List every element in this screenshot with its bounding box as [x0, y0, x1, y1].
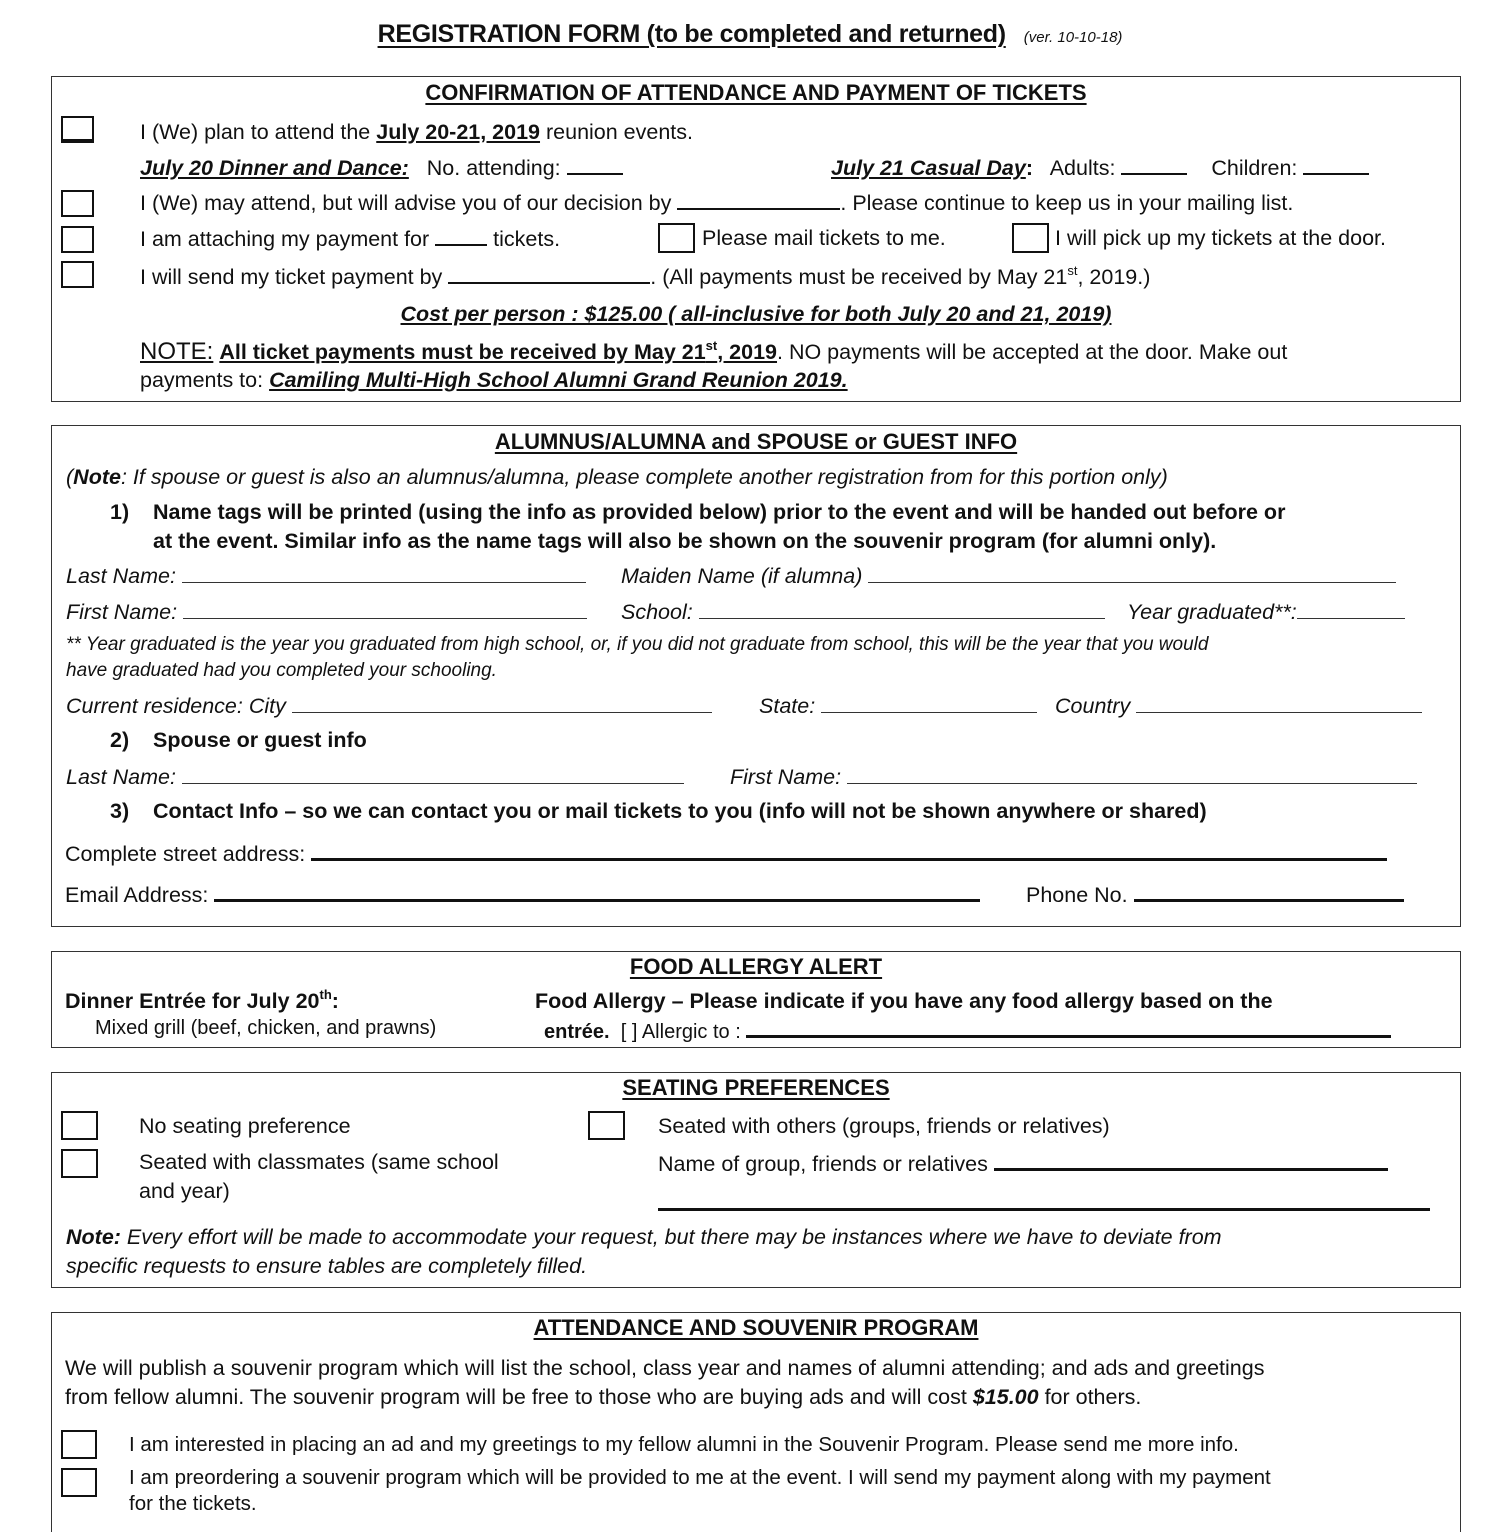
- school-field[interactable]: [699, 600, 1105, 619]
- spouse-first-name-field[interactable]: [847, 765, 1417, 784]
- alumni-info-section: [51, 425, 1461, 927]
- group-name-field[interactable]: [994, 1150, 1388, 1171]
- footnote-line2: have graduated had you completed your schooling.: [66, 660, 497, 681]
- item2-number: 2): [110, 728, 130, 752]
- footnote-line1: ** Year graduated is the year you graduated from high school, or, if you did not graduate from school, this will be the year that you would: [66, 634, 1209, 655]
- preorder-label-line1: I am preordering a souvenir program which will be provided to me at the event. I will send my payment along with my payment: [129, 1466, 1271, 1489]
- allergic-to-field[interactable]: [746, 1017, 1391, 1038]
- maiden-name-row: Maiden Name (if alumna): [621, 564, 1396, 589]
- seated-with-others-checkbox[interactable]: [588, 1111, 625, 1140]
- last-name-row: Last Name:: [66, 564, 586, 589]
- entree-label: Dinner Entrée for July 20th:: [65, 987, 339, 1013]
- note-label: NOTE:: [140, 338, 214, 365]
- dinner-label: July 20 Dinner and Dance:: [140, 156, 409, 180]
- children-label: Children:: [1211, 156, 1298, 180]
- item2-text: Spouse or guest info: [153, 728, 367, 752]
- form-title-text: REGISTRATION FORM (to be completed and returned): [377, 20, 1006, 48]
- maiden-name-field[interactable]: [868, 564, 1396, 583]
- alumni-info-heading: ALUMNUS/ALUMNA and SPOUSE or GUEST INFO: [494, 429, 1018, 454]
- mail-tickets-checkbox[interactable]: [658, 223, 695, 253]
- first-name-row: First Name:: [66, 600, 587, 625]
- decision-date-field[interactable]: [677, 190, 840, 210]
- adults-field[interactable]: [1121, 155, 1187, 175]
- dinner-attendance-line: [140, 155, 623, 181]
- payment-note: NOTE: All ticket payments must be received by May 21st, 2019. NO payments will be accepted at the door. Make out: [140, 338, 1288, 365]
- confirmation-heading: CONFIRMATION OF ATTENDANCE AND PAYMENT OF TICKETS: [425, 80, 1087, 105]
- city-row: Current residence: City: [66, 694, 712, 719]
- souvenir-heading: ATTENDANCE AND SOUVENIR PROGRAM: [533, 1315, 979, 1340]
- attend-text: I (We) plan to attend the July 20-21, 2019 reunion events.: [140, 120, 694, 144]
- payee-name: Camiling Multi-High School Alumni Grand Reunion 2019.: [269, 368, 848, 392]
- ticket-count-field[interactable]: [435, 226, 487, 246]
- preorder-label-line2: for the tickets.: [129, 1492, 257, 1515]
- allergic-to-label[interactable]: [ ] Allergic to :: [620, 1021, 741, 1043]
- allergy-prompt-line1: Food Allergy – Please indicate if you have any food allergy based on the: [535, 989, 1273, 1013]
- seating-heading: SEATING PREFERENCES: [622, 1075, 890, 1100]
- souvenir-intro-line1: We will publish a souvenir program which will list the school, class year and names of alumni attending; and ads and greetings: [65, 1356, 1265, 1380]
- alumni-note: (Note: If spouse or guest is also an alumnus/alumna, please complete another registration from for this portion only): [66, 465, 1168, 489]
- seated-with-others-label: Seated with others (groups, friends or relatives): [658, 1114, 1110, 1138]
- item1-number: 1): [110, 500, 130, 524]
- adults-label: Adults:: [1049, 156, 1116, 180]
- ad-interest-label: I am interested in placing an ad and my greetings to my fellow alumni in the Souvenir Program. Please send me more info.: [129, 1433, 1239, 1456]
- form-title: [0, 20, 1500, 49]
- seating-note-line1: Note: Every effort will be made to accommodate your request, but there may be instances where we have to deviate from: [66, 1225, 1222, 1249]
- item3-text: Contact Info – so we can contact you or mail tickets to you (info will not be shown anywhere or shared): [153, 799, 1207, 823]
- street-address-field[interactable]: [311, 840, 1387, 861]
- attaching-payment-checkbox[interactable]: [61, 226, 94, 253]
- preorder-checkbox[interactable]: [61, 1468, 97, 1497]
- state-row: State:: [759, 694, 1037, 719]
- spouse-first-name-row: First Name:: [730, 765, 1417, 790]
- seating-note-line2: specific requests to ensure tables are completely filled.: [66, 1254, 588, 1278]
- item1-line1: Name tags will be printed (using the info as provided below) prior to the event and will be handed out before or: [153, 500, 1286, 524]
- pickup-tickets-checkbox[interactable]: [1012, 223, 1049, 253]
- street-address-row: Complete street address:: [65, 840, 1387, 867]
- may-attend-text: I (We) may attend, but will advise you of our decision by . Please continue to keep us in your mailing list.: [140, 191, 1294, 215]
- pickup-tickets-label: I will pick up my tickets at the door.: [1055, 226, 1386, 250]
- country-field[interactable]: [1136, 694, 1422, 713]
- school-row: School:: [621, 600, 1105, 625]
- first-name-field[interactable]: [183, 600, 587, 619]
- item1-line2: at the event. Similar info as the name tags will also be shown on the souvenir program (for alumni only).: [153, 529, 1217, 553]
- item3-number: 3): [110, 799, 130, 823]
- send-payment-text: I will send my ticket payment by . (All payments must be received by May 21st, 2019.): [140, 263, 1151, 289]
- cost-per-person: Cost per person : $125.00 ( all-inclusive for both July 20 and 21, 2019): [400, 302, 1112, 326]
- souvenir-intro-line2: from fellow alumni. The souvenir program will be free to those who are buying ads and will cost $15.00 for others.: [65, 1385, 1142, 1409]
- payment-date-field[interactable]: [448, 264, 650, 284]
- attend-checkbox[interactable]: [61, 116, 94, 143]
- mail-tickets-label: Please mail tickets to me.: [702, 226, 946, 250]
- no-attending-label: No. attending:: [426, 156, 561, 180]
- country-row: Country: [1055, 694, 1422, 719]
- classmates-label-line1: Seated with classmates (same school: [139, 1150, 499, 1174]
- children-field[interactable]: [1303, 155, 1369, 175]
- phone-field[interactable]: [1134, 881, 1404, 902]
- attend-date: July 20-21, 2019: [376, 120, 541, 144]
- attaching-payment-text: I am attaching my payment for tickets.: [140, 227, 561, 251]
- classmates-label-line2: and year): [139, 1179, 230, 1203]
- food-allergy-section: [51, 951, 1461, 1048]
- state-field[interactable]: [821, 694, 1037, 713]
- confirmation-section: [51, 76, 1461, 402]
- seating-section: [51, 1072, 1461, 1288]
- casual-day-line: July 21 Casual Day: Adults: Children:: [831, 155, 1369, 181]
- souvenir-price: $15.00: [972, 1385, 1039, 1409]
- souvenir-section: [51, 1312, 1461, 1532]
- email-row: Email Address:: [65, 881, 980, 908]
- no-attending-field[interactable]: [567, 155, 623, 175]
- ad-interest-checkbox[interactable]: [61, 1430, 97, 1459]
- may-attend-checkbox[interactable]: [61, 190, 94, 217]
- payee-line: payments to: Camiling Multi-High School Alumni Grand Reunion 2019.: [140, 368, 848, 392]
- send-payment-checkbox[interactable]: [61, 261, 94, 288]
- casual-day-label: July 21 Casual Day: [831, 156, 1026, 180]
- year-graduated-field[interactable]: [1297, 600, 1405, 619]
- city-field[interactable]: [292, 694, 712, 713]
- food-allergy-heading: FOOD ALLERGY ALERT: [629, 954, 883, 979]
- spouse-last-name-field[interactable]: [182, 765, 684, 784]
- no-preference-checkbox[interactable]: [61, 1111, 98, 1140]
- allergy-prompt-line2: entrée. [ ] Allergic to :: [544, 1017, 1391, 1044]
- spouse-last-name-row: Last Name:: [66, 765, 684, 790]
- group-name-field-line2[interactable]: [658, 1186, 1430, 1211]
- phone-row: Phone No.: [1026, 881, 1404, 908]
- entree-value: Mixed grill (beef, chicken, and prawns): [95, 1017, 437, 1039]
- year-graduated-row: Year graduated**:: [1127, 600, 1405, 625]
- no-preference-label: No seating preference: [139, 1114, 351, 1138]
- group-name-row: Name of group, friends or relatives: [658, 1150, 1388, 1177]
- classmates-checkbox[interactable]: [61, 1149, 98, 1178]
- email-field[interactable]: [214, 881, 980, 902]
- form-version: (ver. 10-10-18): [1023, 29, 1123, 46]
- last-name-field[interactable]: [182, 564, 586, 583]
